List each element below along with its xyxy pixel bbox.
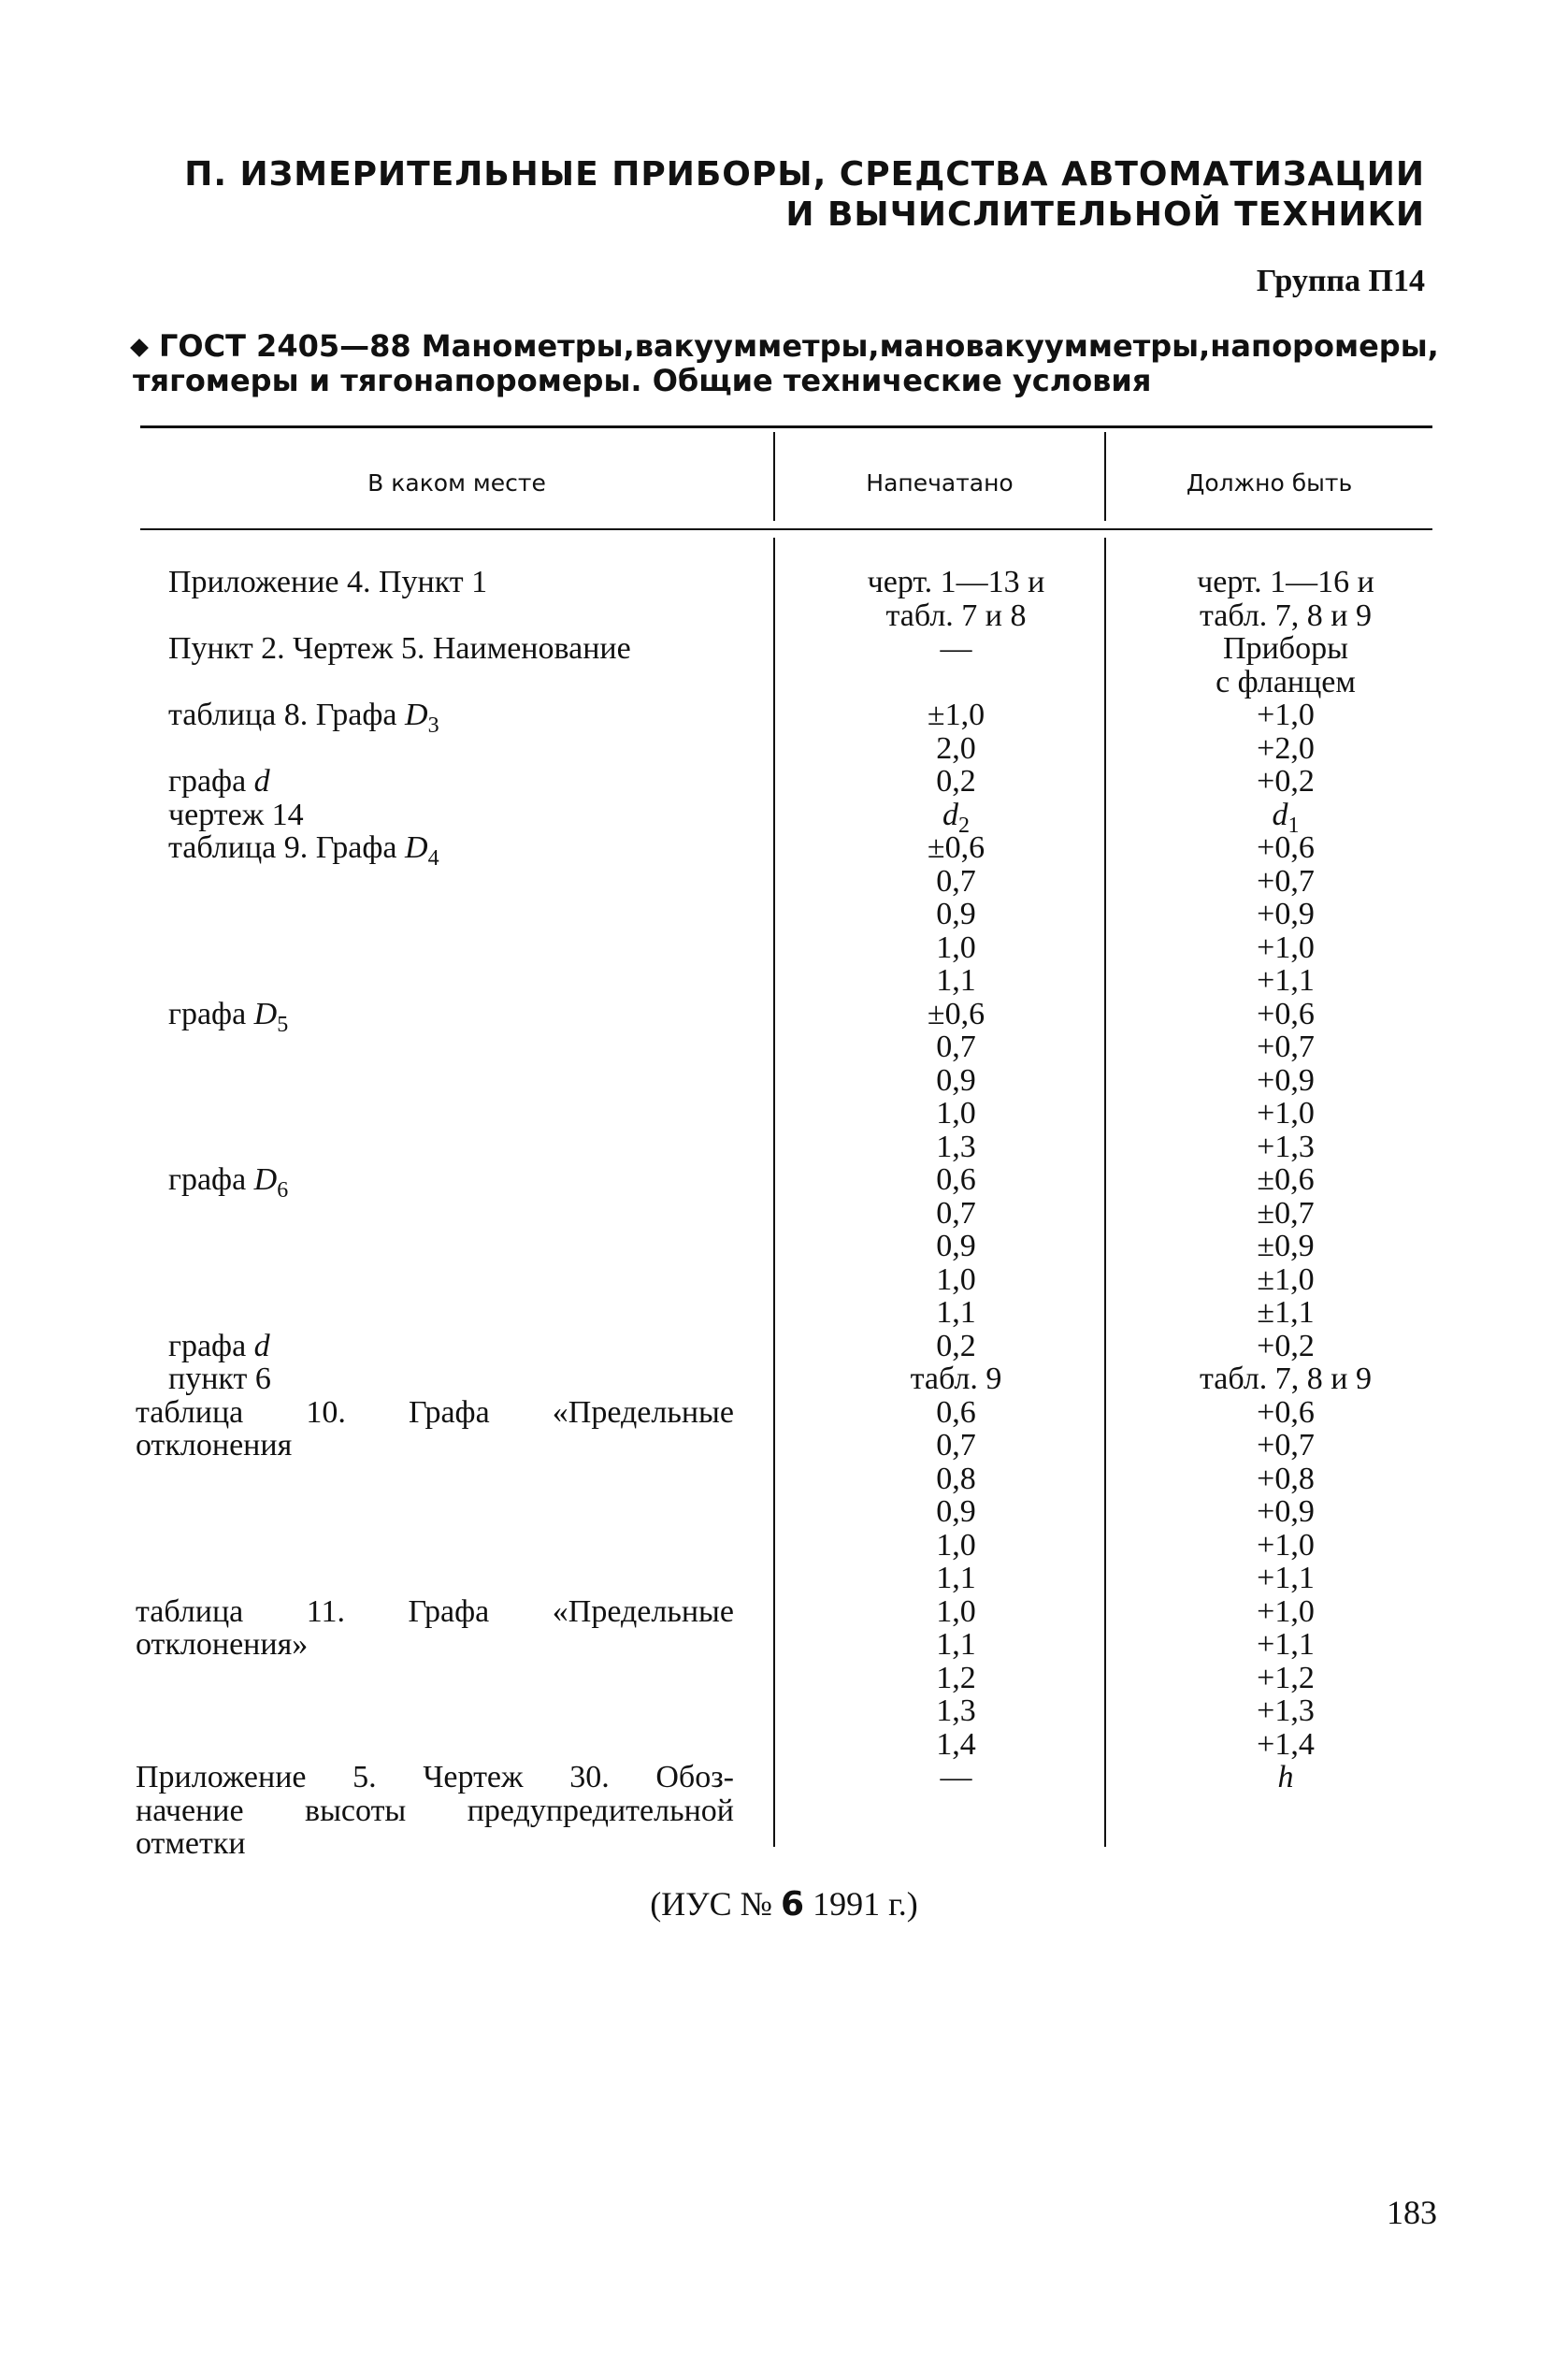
cell-printed: 1,3 xyxy=(936,1130,976,1164)
cell-location: таблица 8. Графа $D_3$ xyxy=(168,698,439,738)
cell-should-be: +1,1 xyxy=(1257,1627,1315,1662)
header-should-be: Должно быть xyxy=(1186,469,1353,497)
cell-should-be xyxy=(1113,1827,1459,1860)
cell-location: начение высоты предупредительной xyxy=(136,1794,734,1828)
footer-citation xyxy=(0,1884,1568,1924)
cell-should-be: +1,0 xyxy=(1257,1528,1315,1563)
gost-title-line2: тягомеры и тягонапоромеры. Общие технические условия xyxy=(133,363,1152,398)
cell-should-be: +1,3 xyxy=(1257,1693,1315,1728)
cell-location: графа $D_5$ xyxy=(168,997,289,1037)
cell-should-be: +0,7 xyxy=(1257,1428,1315,1462)
cell-should-be: +1,0 xyxy=(1257,930,1315,965)
table-header-rule xyxy=(140,528,1432,530)
cell-printed: 0,9 xyxy=(936,1229,976,1263)
group-label: Группа П14 xyxy=(1256,264,1425,298)
cell-should-be: Приборы xyxy=(1223,631,1348,666)
cell-printed: ±0,6 xyxy=(927,830,985,865)
cell-printed: $d_2$ xyxy=(942,798,970,838)
cell-should-be xyxy=(1113,1794,1459,1827)
gost-title-part1: ГОСТ 2405—88 Манометры, xyxy=(133,329,635,364)
gost-title xyxy=(133,328,1439,398)
cell-printed: 1,2 xyxy=(936,1661,976,1695)
table-top-rule xyxy=(140,425,1432,428)
column-divider-1 xyxy=(773,538,775,1847)
cell-should-be: +0,2 xyxy=(1257,1329,1315,1363)
cell-should-be: ±1,0 xyxy=(1257,1262,1315,1297)
cell-should-be: с фланцем xyxy=(1216,665,1356,699)
cell-should-be: +1,0 xyxy=(1257,1096,1315,1131)
cell-printed: 2,0 xyxy=(936,731,976,766)
cell-should-be: +2,0 xyxy=(1257,731,1315,766)
cell-should-be: +0,9 xyxy=(1257,1063,1315,1098)
cell-printed: 1,0 xyxy=(936,1528,976,1563)
cell-location: графа d xyxy=(168,1329,270,1363)
cell-location: таблица 11. Графа «Предельные xyxy=(136,1594,734,1629)
cell-should-be: +1,1 xyxy=(1257,963,1315,998)
gost-title-part3: мановакуумметры, xyxy=(879,328,1211,364)
cell-should-be: +1,3 xyxy=(1257,1130,1315,1164)
cell-printed: 0,6 xyxy=(936,1162,976,1197)
cell-printed: 0,7 xyxy=(936,864,976,899)
cell-should-be: черт. 1—16 и xyxy=(1197,565,1374,599)
footer-citation-pre: (ИУС № xyxy=(650,1885,773,1923)
cell-printed: 1,1 xyxy=(936,963,976,998)
cell-should-be: ±0,9 xyxy=(1257,1229,1315,1263)
cell-printed: 0,7 xyxy=(936,1196,976,1231)
cell-printed: табл. 7 и 8 xyxy=(885,598,1027,633)
cell-should-be: +0,6 xyxy=(1257,1395,1315,1430)
cell-printed xyxy=(776,1794,1136,1827)
cell-printed: 1,0 xyxy=(936,930,976,965)
cell-printed: 0,7 xyxy=(936,1030,976,1064)
cell-location: отметки xyxy=(136,1826,246,1861)
cell-should-be: ±0,7 xyxy=(1257,1196,1315,1231)
cell-printed: 0,9 xyxy=(936,1063,976,1098)
bullet-diamond-icon xyxy=(130,339,149,357)
cell-printed: — xyxy=(940,1760,972,1794)
cell-printed: 0,2 xyxy=(936,764,976,799)
cell-should-be: ±1,1 xyxy=(1257,1295,1315,1330)
cell-should-be: +1,4 xyxy=(1257,1727,1315,1762)
cell-printed xyxy=(776,1827,1136,1860)
section-heading-line1: П. ИЗМЕРИТЕЛЬНЫЕ ПРИБОРЫ, СРЕДСТВА АВТОМАТИЗАЦИИ xyxy=(184,155,1425,194)
cell-printed: 1,0 xyxy=(936,1594,976,1629)
cell-printed: 0,6 xyxy=(936,1395,976,1430)
cell-printed: ±1,0 xyxy=(927,698,985,732)
header-location: В каком месте xyxy=(367,469,546,497)
cell-printed: — xyxy=(940,631,972,666)
cell-printed: 1,0 xyxy=(936,1096,976,1131)
cell-printed: 1,1 xyxy=(936,1561,976,1595)
cell-printed: 0,9 xyxy=(936,1494,976,1529)
cell-printed xyxy=(776,666,1136,699)
header-printed: Напечатано xyxy=(866,469,1014,497)
cell-printed: 0,2 xyxy=(936,1329,976,1363)
cell-printed: табл. 9 xyxy=(910,1362,1002,1396)
cell-location: Пункт 2. Чертеж 5. Наименование xyxy=(168,631,631,666)
cell-printed: черт. 1—13 и xyxy=(867,565,1045,599)
cell-printed: 0,7 xyxy=(936,1428,976,1462)
cell-should-be: +0,9 xyxy=(1257,1494,1315,1529)
cell-printed: 1,1 xyxy=(936,1295,976,1330)
cell-should-be: +1,2 xyxy=(1257,1661,1315,1695)
cell-should-be: +0,7 xyxy=(1257,1030,1315,1064)
cell-should-be: h xyxy=(1277,1760,1294,1794)
cell-should-be: +0,6 xyxy=(1257,830,1315,865)
cell-should-be: +0,2 xyxy=(1257,764,1315,799)
footer-citation-post: 1991 г.) xyxy=(813,1885,918,1923)
cell-should-be: $d_1$ xyxy=(1272,798,1300,838)
footer-issue-number: 6 xyxy=(781,1885,805,1924)
cell-location: отклонения xyxy=(136,1428,293,1462)
cell-printed: 0,8 xyxy=(936,1462,976,1496)
cell-should-be: +0,9 xyxy=(1257,897,1315,931)
cell-should-be: ±0,6 xyxy=(1257,1162,1315,1197)
cell-printed: ±0,6 xyxy=(927,997,985,1031)
cell-should-be: +0,8 xyxy=(1257,1462,1315,1496)
gost-title-line1 xyxy=(133,328,1439,364)
cell-should-be: табл. 7, 8 и 9 xyxy=(1200,598,1372,633)
cell-location: Приложение 4. Пункт 1 xyxy=(168,565,488,599)
cell-location: графа d xyxy=(168,764,270,799)
cell-location: отклонения» xyxy=(136,1627,309,1662)
cell-location: пункт 6 xyxy=(168,1362,271,1396)
cell-should-be: +1,0 xyxy=(1257,1594,1315,1629)
cell-should-be: +1,1 xyxy=(1257,1561,1315,1595)
section-heading xyxy=(184,154,1425,235)
cell-printed: 1,4 xyxy=(936,1727,976,1762)
cell-printed: 1,0 xyxy=(936,1262,976,1297)
cell-location: таблица 10. Графа «Предельные xyxy=(136,1395,734,1430)
page-number: 183 xyxy=(1387,2194,1437,2231)
cell-location: Приложение 5. Чертеж 30. Обоз- xyxy=(136,1760,734,1794)
cell-printed: 1,1 xyxy=(936,1627,976,1662)
cell-location: графа $D_6$ xyxy=(168,1162,289,1203)
cell-location: таблица 9. Графа $D_4$ xyxy=(168,830,439,871)
cell-should-be: +1,0 xyxy=(1257,698,1315,732)
cell-location: чертеж 14 xyxy=(168,798,304,832)
cell-printed: 0,9 xyxy=(936,897,976,931)
cell-should-be: +0,6 xyxy=(1257,997,1315,1031)
gost-title-part4: напоромеры, xyxy=(1210,328,1439,364)
cell-should-be: табл. 7, 8 и 9 xyxy=(1200,1362,1372,1396)
gost-title-part2: вакуумметры, xyxy=(634,328,880,364)
cell-printed: 1,3 xyxy=(936,1693,976,1728)
cell-should-be: +0,7 xyxy=(1257,864,1315,899)
section-heading-line2: И ВЫЧИСЛИТЕЛЬНОЙ ТЕХНИКИ xyxy=(785,195,1425,234)
